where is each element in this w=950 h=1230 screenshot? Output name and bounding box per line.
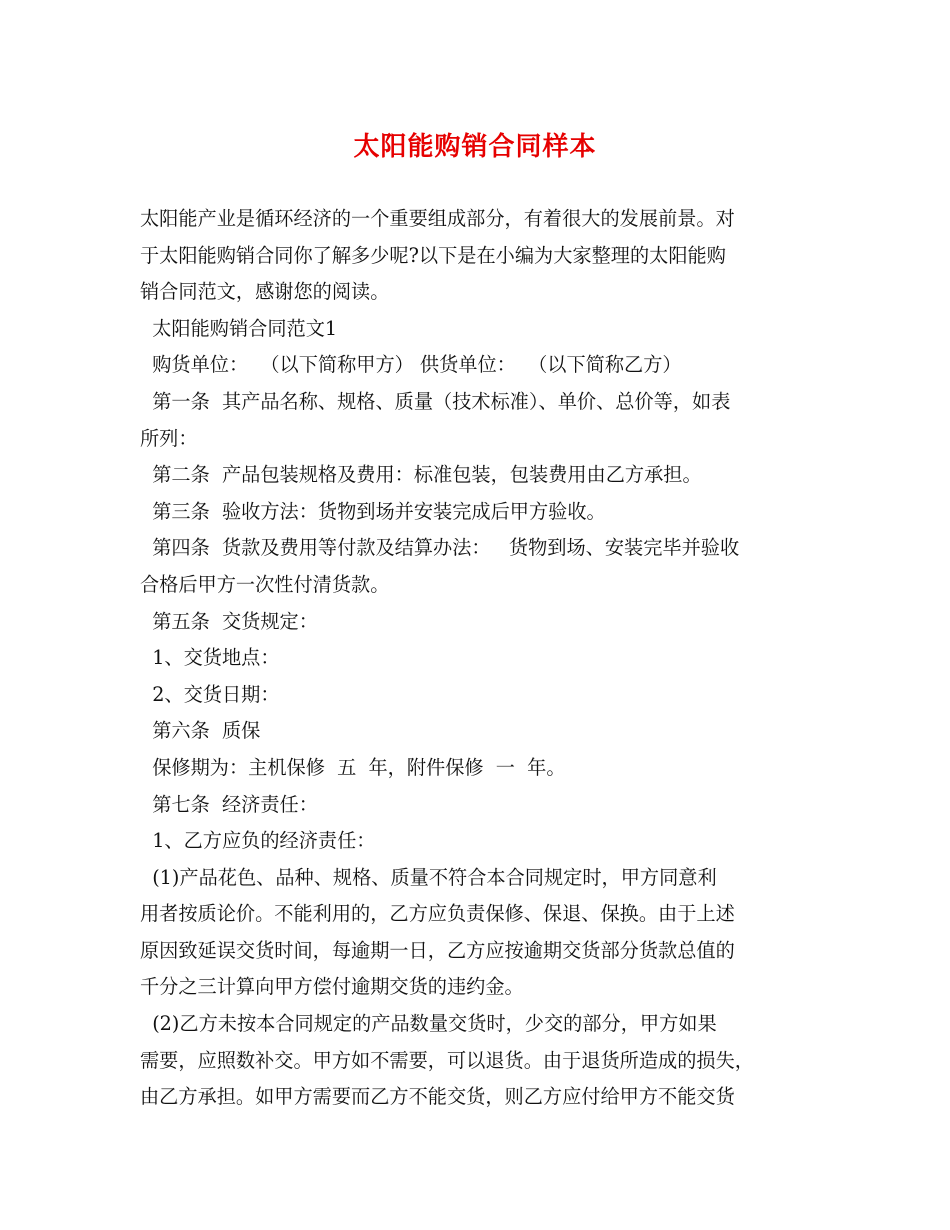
body-line: 需要，应照数补交。甲方如不需要，可以退货。由于退货所造成的损失， bbox=[140, 1048, 754, 1072]
body-line: 购货单位： （以下简称甲方） 供货单位： （以下简称乙方） bbox=[140, 353, 682, 377]
clause-7: 第七条 经济责任： bbox=[140, 792, 318, 816]
body-line: 用者按质论价。不能利用的，乙方应负责保修、保退、保换。由于上述 bbox=[140, 902, 735, 926]
body-line: 千分之三计算向甲方偿付逾期交货的违约金。 bbox=[140, 975, 524, 999]
body-line: 所列： bbox=[140, 426, 198, 450]
body-line: 1、乙方应负的经济责任： bbox=[140, 829, 376, 853]
clause-6: 第六条 质保 bbox=[140, 719, 261, 743]
clause-4: 第四条 货款及费用等付款及结算办法： 货物到场、安装完毕并验收 bbox=[140, 536, 740, 560]
clause-3: 第三条 验收方法：货物到场并安装完成后甲方验收。 bbox=[140, 499, 606, 523]
body-line: 太阳能产业是循环经济的一个重要组成部分，有着很大的发展前景。对 bbox=[140, 207, 735, 230]
body-line: 由乙方承担。如甲方需要而乙方不能交货，则乙方应付给甲方不能交货 bbox=[140, 1085, 735, 1109]
document-title: 太阳能购销合同样本 bbox=[353, 132, 597, 162]
clause-1: 第一条 其产品名称、规格、质量（技术标准）、单价、总价等，如表 bbox=[140, 389, 731, 413]
body-line: (2)乙方未按本合同规定的产品数量交货时，少交的部分，甲方如果 bbox=[140, 1012, 717, 1036]
clause-2: 第二条 产品包装规格及费用：标准包装，包装费用由乙方承担。 bbox=[140, 463, 702, 487]
body-line: 销合同范文，感谢您的阅读。 bbox=[140, 280, 390, 304]
clause-5: 第五条 交货规定： bbox=[140, 609, 318, 633]
section-heading: 太阳能购销合同范文1 bbox=[140, 316, 338, 340]
body-line: 于太阳能购销合同你了解多少呢?以下是在小编为大家整理的太阳能购 bbox=[140, 243, 726, 267]
body-line: (1)产品花色、品种、规格、质量不符合本合同规定时，甲方同意利 bbox=[140, 865, 717, 889]
body-line: 2、交货日期： bbox=[140, 682, 280, 706]
document-body bbox=[140, 201, 820, 1116]
body-line: 原因致延误交货时间，每逾期一日，乙方应按逾期交货部分货款总值的 bbox=[140, 938, 735, 962]
body-line: 合格后甲方一次性付清货款。 bbox=[140, 572, 390, 596]
body-line: 保修期为：主机保修 五 年，附件保修 一 年。 bbox=[140, 755, 566, 779]
body-line: 1、交货地点： bbox=[140, 646, 280, 670]
